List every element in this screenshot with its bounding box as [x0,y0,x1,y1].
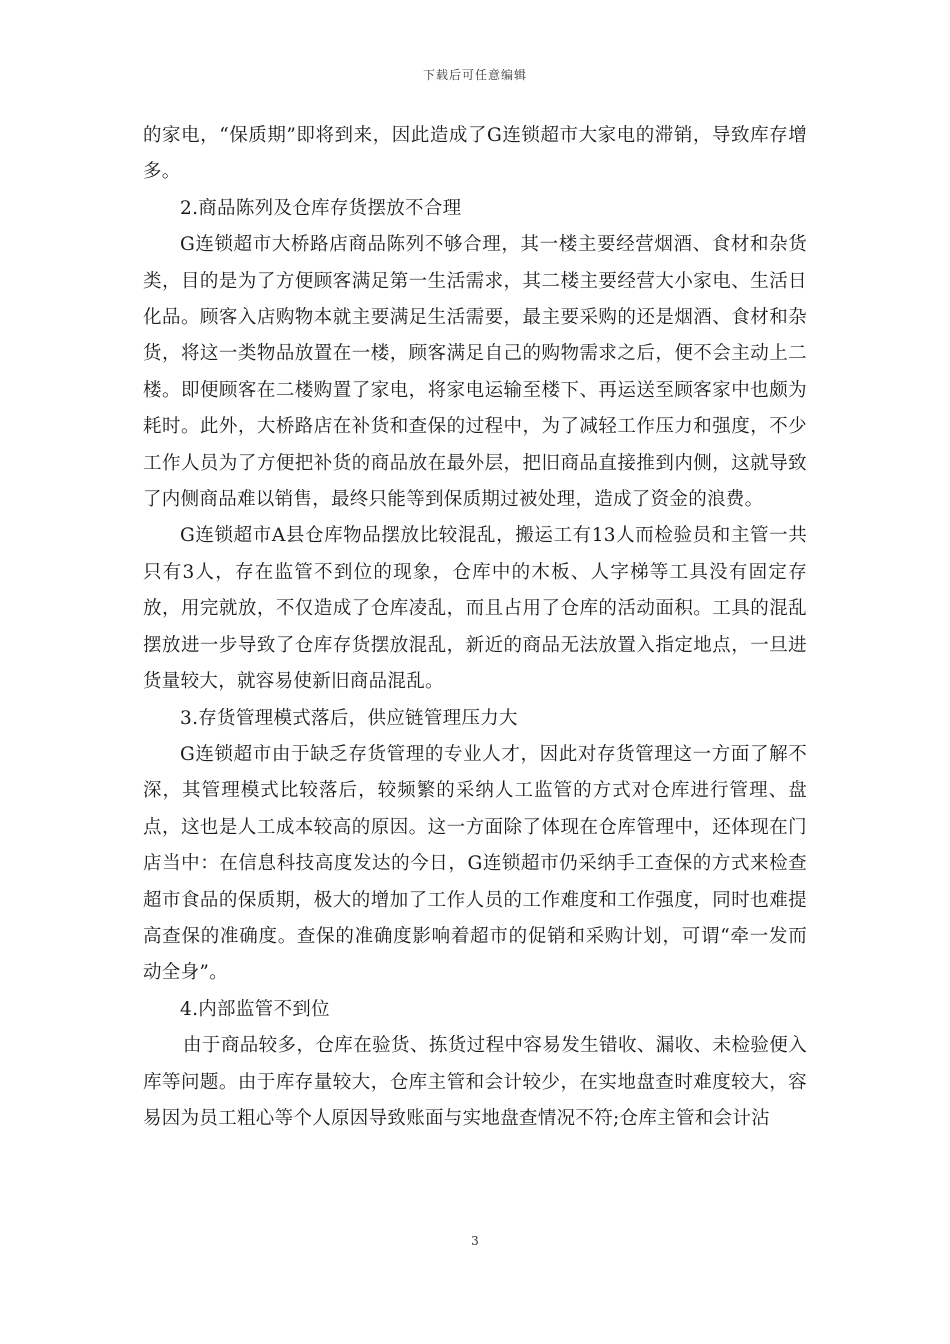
section-heading-2: 2.商品陈列及仓库存货摆放不合理 [180,197,462,219]
page-header: 下载后可任意编辑 [422,68,527,82]
paragraph-continuation: 的家电，“保质期”即将到来，因此造成了G连锁超市大家电的滞销，导致库存增多。 [143,125,807,183]
paragraph-inventory-management: G连锁超市由于缺乏存货管理的专业人才，因此对存货管理这一方面了解不深，其管理模式比较落后，较频繁的采纳人工监管的方式对仓库进行管理、盘点，这也是人工成本较高的原因。这一方面除了体现在仓库管理中，还体现在门店当中：在信息科技高度发达的今日，G连锁超市仍采纳手工查保的方式来检查超市食品的保质期，极大的增加了工作人员的工作难度和工作强度，同时也难提高查保的准确度。查保的准确度影响着超市的促销和采购计划，可谓“牵一发而动全身”。 [143,743,807,984]
section-heading-4: 4.内部监管不到位 [180,998,330,1020]
paragraph-warehouse: G连锁超市A县仓库物品摆放比较混乱，搬运工有13人而检验员和主管一共只有3人，存在监管不到位的现象，仓库中的木板、人字梯等工具没有固定存放，用完就放，不仅造成了仓库凌乱，而且占用了仓库的活动面积。工具的混乱摆放进一步导致了仓库存货摆放混乱，新近的商品无法放置入指定地点，一旦进货量较大，就容易使新旧商品混乱。 [143,525,807,693]
document-body [143,118,807,1137]
paragraph-internal-supervision: 由于商品较多，仓库在验货、拣货过程中容易发生错收、漏收、未检验便入库等问题。由于库存量较大，仓库主管和会计较少，在实地盘查时难度较大，容易因为员工粗心等个人原因导致账面与实地盘查情况不符;仓库主管和会计沾 [143,1035,807,1129]
section-heading-3: 3.存货管理模式落后，供应链管理压力大 [180,707,518,729]
paragraph-display: G连锁超市大桥路店商品陈列不够合理，其一楼主要经营烟酒、食材和杂货类，目的是为了方便顾客满足第一生活需求，其二楼主要经营大小家电、生活日化品。顾客入店购物本就主要满足生活需要，最主要采购的还是烟酒、食材和杂货，将这一类物品放置在一楼，顾客满足自己的购物需求之后，便不会主动上二楼。即便顾客在二楼购置了家电，将家电运输至楼下、再运送至顾客家中也颇为耗时。此外，大桥路店在补货和查保的过程中，为了减轻工作压力和强度，不少工作人员为了方便把补货的商品放在最外层，把旧商品直接推到内侧，这就导致了内侧商品难以销售，最终只能等到保质期过被处理，造成了资金的浪费。 [143,234,807,511]
page-number: 3 [471,1234,479,1248]
